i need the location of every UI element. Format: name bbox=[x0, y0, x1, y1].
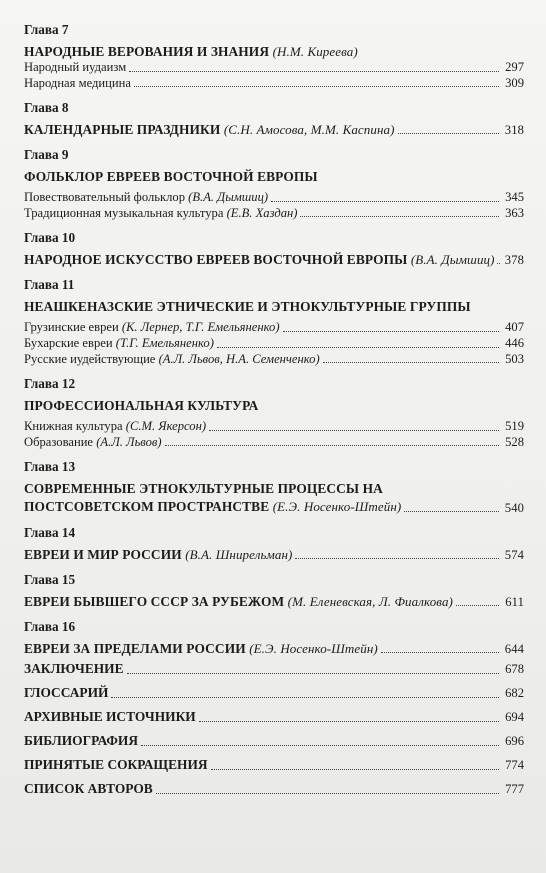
chapter-label: Глава 16 bbox=[24, 619, 76, 635]
chapter-title-text: НЕАШКЕНАЗСКИЕ ЭТНИЧЕСКИЕ И ЭТНОКУЛЬТУРНЫЕ ГРУППЫ bbox=[24, 299, 471, 315]
chapter-title bbox=[24, 298, 524, 315]
chapter-authors: (М. Еленевская, Л. Фиалкова) bbox=[287, 594, 453, 610]
chapter-15 bbox=[24, 572, 524, 610]
page-number: 774 bbox=[505, 758, 524, 773]
chapter-label: Глава 14 bbox=[24, 525, 76, 541]
toc-entry[interactable] bbox=[24, 593, 524, 610]
chapter-title-line1: СОВРЕМЕННЫЕ ЭТНОКУЛЬТУРНЫЕ ПРОЦЕССЫ НА bbox=[24, 481, 383, 497]
toc-entry[interactable] bbox=[24, 498, 524, 516]
chapter-title-text: ЕВРЕИ БЫВШЕГО СССР ЗА РУБЕЖОМ bbox=[24, 594, 285, 610]
chapter-8 bbox=[24, 100, 524, 138]
chapter-title-text: НАРОДНОЕ ИСКУССТВО ЕВРЕЕВ ВОСТОЧНОЙ ЕВРОПЫ bbox=[24, 252, 408, 268]
toc-entry[interactable] bbox=[24, 419, 524, 435]
chapter-title bbox=[24, 397, 524, 414]
dot-leader bbox=[404, 511, 499, 512]
dot-leader bbox=[381, 652, 499, 653]
chapter-authors: (Н.М. Киреева) bbox=[272, 44, 358, 59]
chapter-authors: (Е.Э. Носенко-Штейн) bbox=[249, 641, 378, 657]
chapter-label: Глава 12 bbox=[24, 376, 76, 392]
chapter-13 bbox=[24, 459, 524, 516]
dot-leader bbox=[497, 263, 500, 264]
toc-entry[interactable] bbox=[24, 435, 524, 451]
dot-leader bbox=[398, 133, 499, 134]
entry-authors: (А.Л. Львов) bbox=[96, 434, 162, 449]
chapter-title-text: ФОЛЬКЛОР ЕВРЕЕВ ВОСТОЧНОЙ ЕВРОПЫ bbox=[24, 169, 318, 185]
entry-title: Бухарские евреи bbox=[24, 335, 113, 350]
entry-title: ЗАКЛЮЧЕНИЕ bbox=[24, 661, 124, 677]
chapter-authors: (В.А. Дымшиц) bbox=[410, 252, 495, 268]
chapter-title-text: ЕВРЕИ ЗА ПРЕДЕЛАМИ РОССИИ bbox=[24, 641, 246, 657]
page-number: 678 bbox=[505, 662, 524, 677]
entry-title: Грузинские евреи bbox=[24, 320, 119, 335]
toc-entry[interactable] bbox=[24, 320, 524, 336]
chapter-title bbox=[24, 168, 524, 185]
entry-title: Традиционная музыкальная культура bbox=[24, 205, 224, 220]
chapter-7 bbox=[24, 22, 524, 91]
dot-leader bbox=[199, 721, 499, 722]
chapter-14 bbox=[24, 525, 524, 563]
dot-leader bbox=[217, 347, 499, 348]
toc-entry-glossary[interactable] bbox=[24, 681, 524, 705]
toc-entry[interactable] bbox=[24, 352, 524, 368]
toc-entry-bibliography[interactable] bbox=[24, 729, 524, 753]
chapter-title-text: КАЛЕНДАРНЫЕ ПРАЗДНИКИ bbox=[24, 122, 221, 138]
toc-entry-archives[interactable] bbox=[24, 705, 524, 729]
chapter-label: Глава 7 bbox=[24, 22, 69, 37]
page-number: 519 bbox=[505, 419, 524, 434]
chapter-10 bbox=[24, 230, 524, 268]
chapter-9 bbox=[24, 147, 524, 221]
entry-title: Повествовательный фольклор bbox=[24, 190, 185, 205]
entry-authors: (А.Л. Львов, Н.А. Семенченко) bbox=[158, 351, 320, 366]
chapter-label: Глава 9 bbox=[24, 147, 69, 163]
dot-leader bbox=[129, 71, 499, 72]
toc-entry[interactable] bbox=[24, 60, 524, 76]
dot-leader bbox=[323, 362, 499, 363]
page-number: 363 bbox=[505, 205, 524, 220]
page-number: 644 bbox=[504, 641, 524, 656]
page-number: 407 bbox=[505, 320, 524, 335]
entry-authors: (Е.В. Хаздан) bbox=[226, 205, 298, 220]
table-of-contents bbox=[24, 22, 524, 801]
entry-title: ПРИНЯТЫЕ СОКРАЩЕНИЯ bbox=[24, 757, 208, 773]
entry-title: Русские иудействующие bbox=[24, 351, 156, 366]
page-number: 309 bbox=[505, 75, 524, 90]
chapter-11 bbox=[24, 277, 524, 367]
page-number: 318 bbox=[504, 122, 524, 137]
dot-leader bbox=[111, 697, 499, 698]
page-number: 378 bbox=[504, 252, 524, 267]
entry-title: Книжная культура bbox=[24, 419, 123, 434]
page-number: 694 bbox=[505, 710, 524, 725]
chapter-title-line2: ПОСТСОВЕТСКОМ ПРОСТРАНСТВЕ bbox=[24, 499, 270, 515]
chapter-12 bbox=[24, 376, 524, 450]
page-number: 345 bbox=[505, 190, 524, 205]
chapter-authors: (Е.Э. Носенко-Штейн) bbox=[272, 499, 402, 515]
chapter-title-text: НАРОДНЫЕ ВЕРОВАНИЯ И ЗНАНИЯ bbox=[24, 44, 270, 59]
toc-entry[interactable] bbox=[24, 251, 524, 268]
chapter-label: Глава 15 bbox=[24, 572, 76, 588]
page-number: 696 bbox=[505, 734, 524, 749]
toc-entry-authors-list[interactable] bbox=[24, 777, 524, 801]
dot-leader bbox=[456, 605, 499, 606]
dot-leader bbox=[134, 86, 499, 87]
toc-entry[interactable] bbox=[24, 190, 524, 206]
dot-leader bbox=[165, 445, 499, 446]
chapter-title bbox=[24, 43, 524, 60]
page-number: 777 bbox=[505, 782, 524, 797]
entry-authors: (С.М. Якерсон) bbox=[125, 419, 207, 434]
chapter-16 bbox=[24, 619, 524, 657]
chapter-label: Глава 8 bbox=[24, 100, 69, 116]
chapter-title-text: ПРОФЕССИОНАЛЬНАЯ КУЛЬТУРА bbox=[24, 398, 259, 414]
dot-leader bbox=[209, 430, 499, 431]
entry-title: Народный иудаизм bbox=[24, 60, 127, 74]
chapter-label: Глава 11 bbox=[24, 277, 75, 293]
dot-leader bbox=[156, 793, 499, 794]
entry-authors: (В.А. Дымшиц) bbox=[188, 190, 269, 205]
entry-title: Образование bbox=[24, 434, 94, 449]
page-number: 446 bbox=[505, 335, 524, 350]
page-number: 682 bbox=[505, 686, 524, 701]
toc-entry-abbreviations[interactable] bbox=[24, 753, 524, 777]
dot-leader bbox=[300, 216, 499, 217]
chapter-title-text: ЕВРЕИ И МИР РОССИИ bbox=[24, 547, 182, 563]
toc-entry-conclusion[interactable] bbox=[24, 657, 524, 681]
page-number: 297 bbox=[505, 60, 524, 74]
toc-entry[interactable] bbox=[24, 206, 524, 222]
page-number: 528 bbox=[505, 434, 524, 449]
chapter-label: Глава 10 bbox=[24, 230, 76, 246]
toc-entry[interactable] bbox=[24, 121, 524, 138]
toc-entry[interactable] bbox=[24, 640, 524, 657]
chapter-label: Глава 13 bbox=[24, 459, 76, 475]
entry-authors: (К. Лернер, Т.Г. Емельяненко) bbox=[121, 320, 280, 335]
chapter-authors: (С.Н. Амосова, М.М. Каспина) bbox=[223, 122, 395, 138]
dot-leader bbox=[283, 331, 499, 332]
entry-title: ГЛОССАРИЙ bbox=[24, 685, 109, 701]
entry-title: СПИСОК АВТОРОВ bbox=[24, 781, 153, 797]
dot-leader bbox=[211, 769, 499, 770]
toc-entry[interactable] bbox=[24, 76, 524, 92]
entry-title: Народная медицина bbox=[24, 75, 131, 90]
page-number: 503 bbox=[505, 351, 524, 366]
page-number: 540 bbox=[504, 500, 524, 515]
dot-leader bbox=[141, 745, 499, 746]
dot-leader bbox=[127, 673, 499, 674]
dot-leader bbox=[295, 558, 499, 559]
entry-title: АРХИВНЫЕ ИСТОЧНИКИ bbox=[24, 709, 196, 725]
entry-title: БИБЛИОГРАФИЯ bbox=[24, 733, 138, 749]
page-number: 611 bbox=[505, 594, 524, 609]
dot-leader bbox=[271, 201, 499, 202]
toc-entry[interactable] bbox=[24, 336, 524, 352]
entry-authors: (Т.Г. Емельяненко) bbox=[115, 335, 214, 350]
chapter-authors: (В.А. Шнирельман) bbox=[185, 547, 293, 563]
page-number: 574 bbox=[504, 547, 524, 562]
toc-entry[interactable] bbox=[24, 546, 524, 563]
